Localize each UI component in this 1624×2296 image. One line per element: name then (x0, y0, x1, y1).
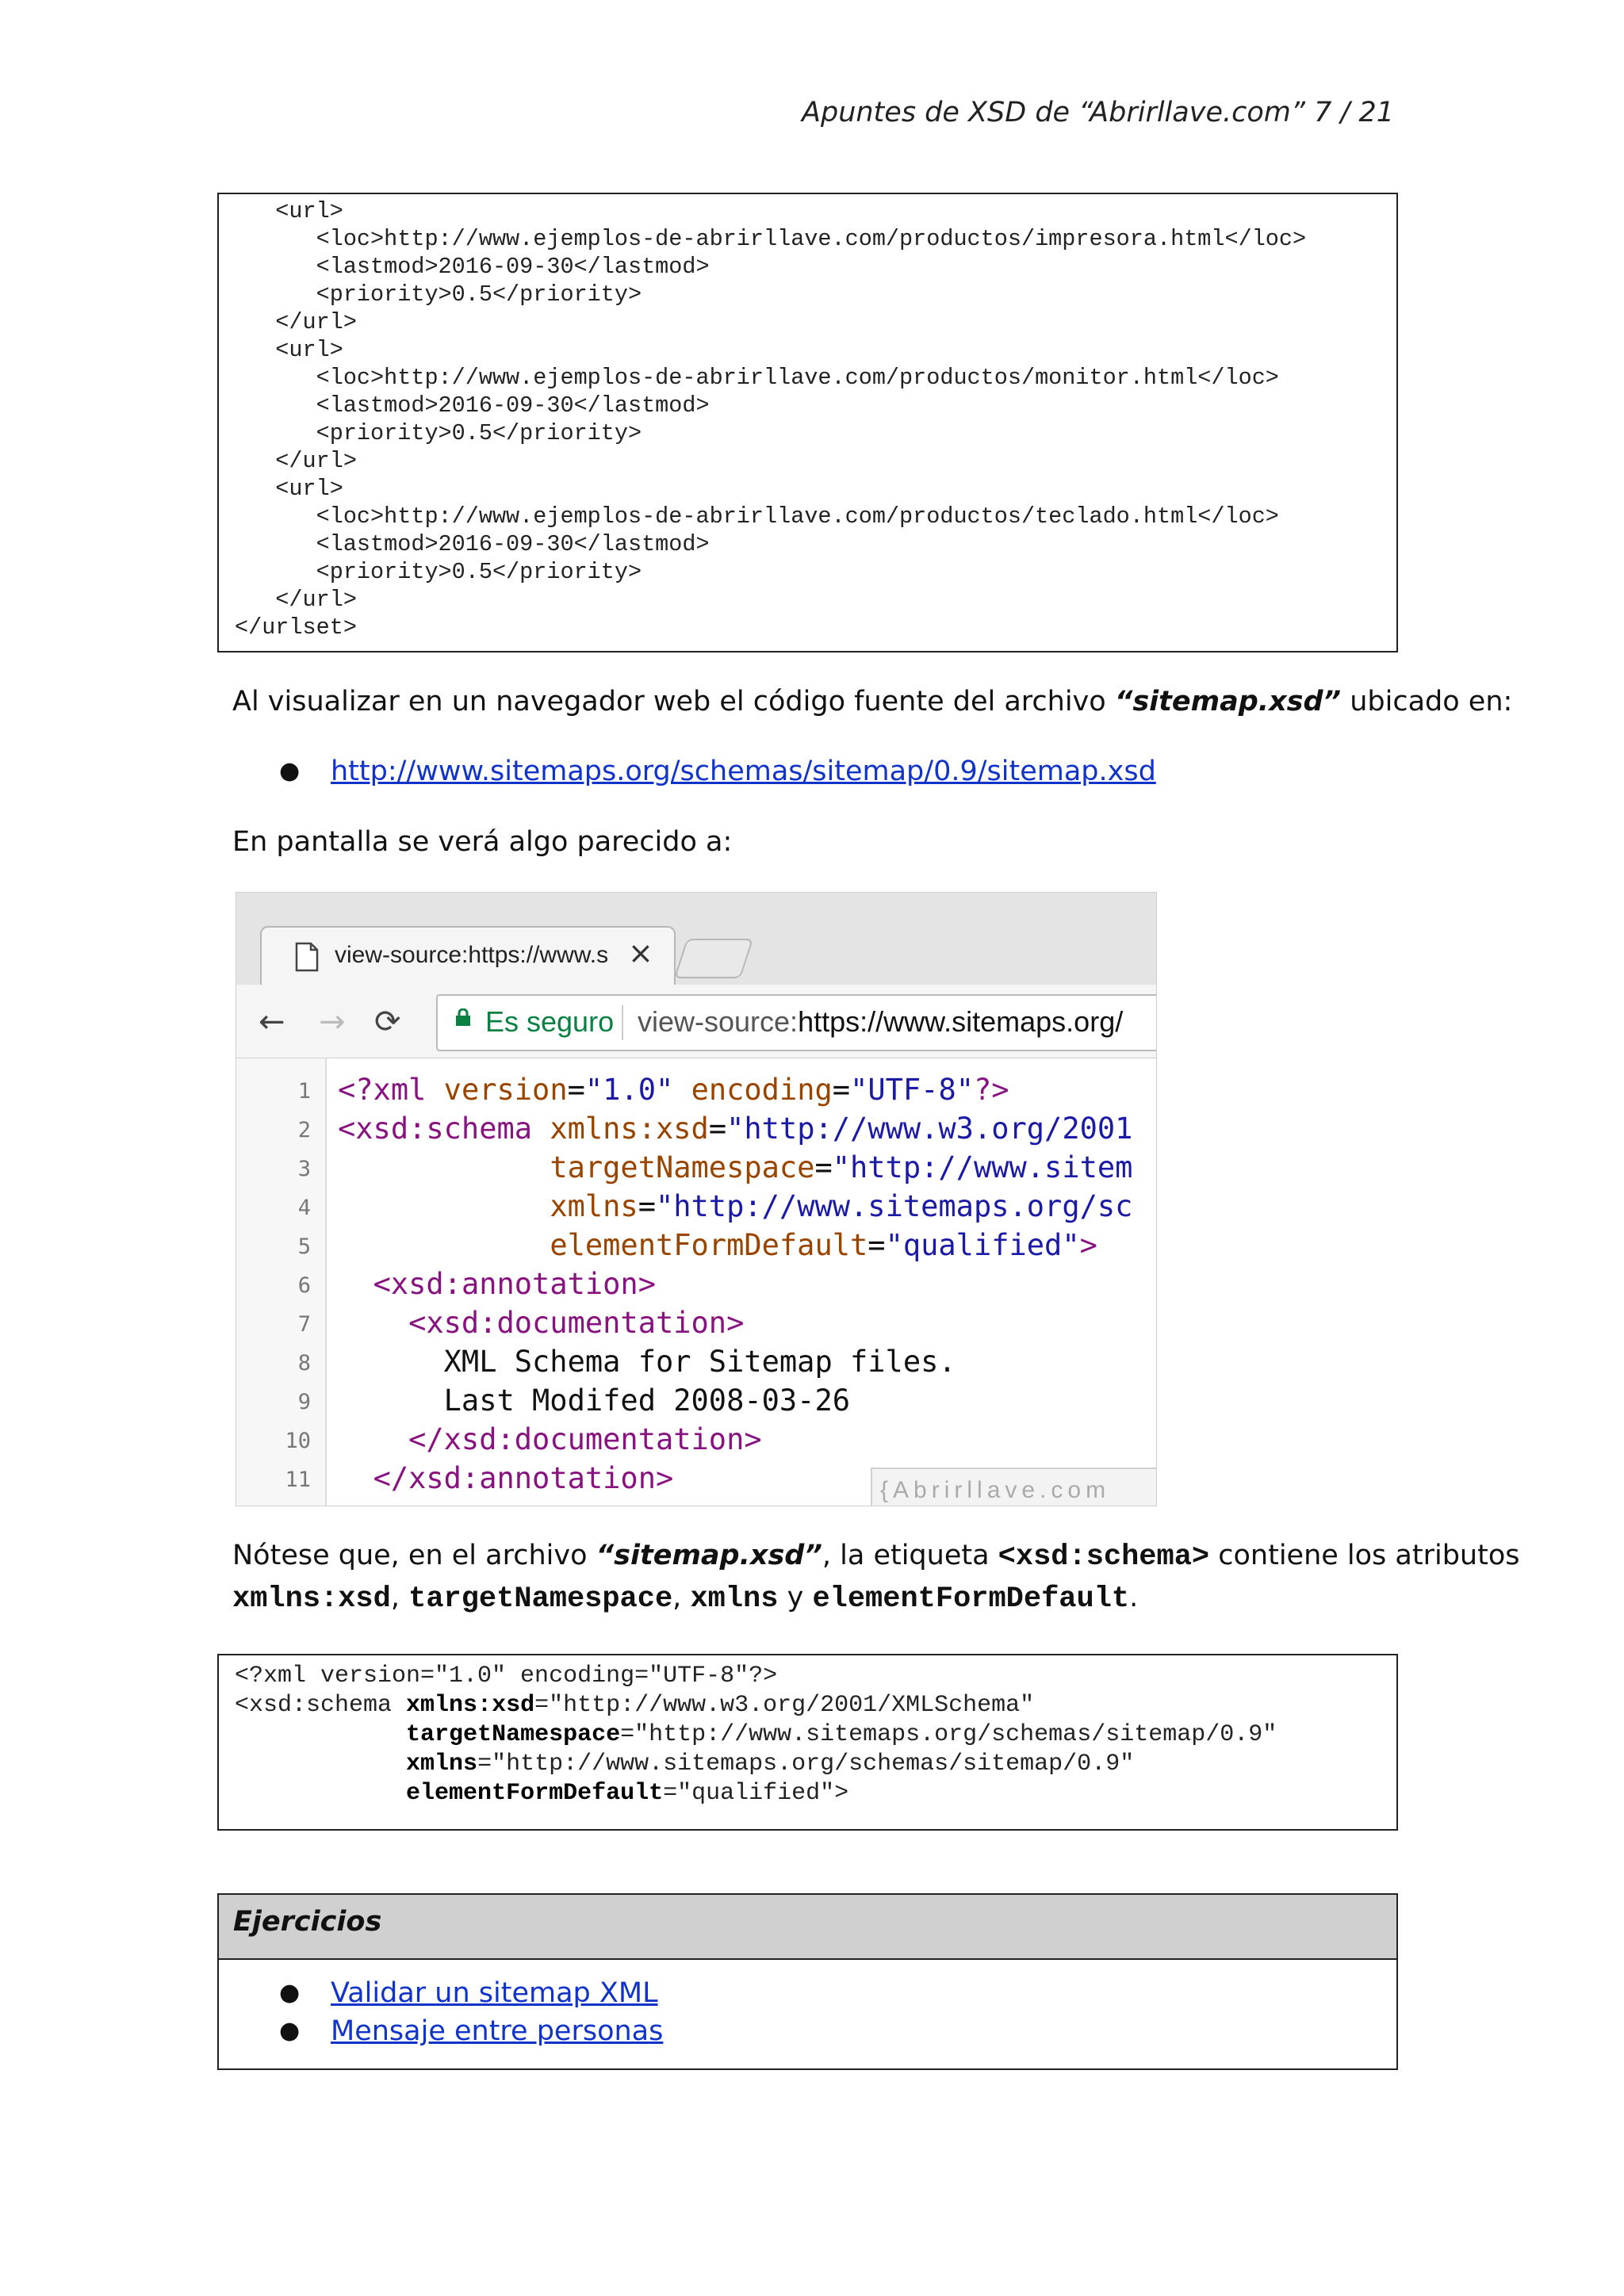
attr-name: targetNamespace (408, 1582, 673, 1616)
attr-name: xmlns (690, 1582, 779, 1616)
divider (622, 1005, 623, 1040)
paragraph-intro (232, 686, 1512, 718)
attr-name: elementFormDefault (812, 1582, 1130, 1616)
attr-name: xmlns (406, 1751, 478, 1777)
tag-name: <xsd:schema> (998, 1540, 1210, 1574)
code-block-text: <?xml version="1.0" encoding="UTF-8"?> <xsd:schema xmlns:xsd="http://www.w3.org/2001/XMLSchema" targetNamespace="http://www.sitemaps.org/schemas/sitemap/0.9" xmlns="http://www.sitemaps.org/schemas/sitemap/0.9" elementFormDefault="qualified"> (235, 1663, 1277, 1807)
line-number: 11 (285, 1468, 311, 1492)
url-prefix: view-source: (638, 1005, 799, 1038)
watermark-logo: {Abrirllave.com (871, 1468, 1157, 1506)
line-number: 3 (297, 1157, 311, 1181)
line-number: 5 (297, 1234, 311, 1259)
page-icon (295, 942, 319, 972)
file-name: “sitemap.xsd” (596, 1540, 822, 1571)
header-title: Apuntes de XSD de “Abrirllave.com” (802, 97, 1305, 128)
exercise-link[interactable]: Validar un sitemap XML (331, 1977, 658, 2009)
paragraph-screen: En pantalla se verá algo parecido a: (232, 826, 733, 858)
para-text: , (390, 1582, 409, 1613)
lock-icon (455, 1008, 471, 1026)
browser-tab[interactable] (260, 926, 676, 989)
attr-name: targetNamespace (406, 1721, 621, 1748)
sitemap-xsd-link[interactable]: http://www.sitemaps.org/schemas/sitemap/0.9/sitemap.xsd (331, 756, 1156, 787)
source-line: </xsd:documentation> (408, 1422, 762, 1456)
source-line: xmlns="http://www.sitemaps.org/sc (550, 1189, 1133, 1223)
code-block-schema (217, 1654, 1398, 1831)
page-number: 7 / 21 (1314, 97, 1394, 128)
attr-name: xmlns:xsd (232, 1582, 391, 1616)
page-header (802, 97, 1394, 128)
url-main: https://www.sitemaps.org/ (798, 1005, 1124, 1038)
para-text: , (672, 1582, 691, 1613)
bullet-icon: ● (279, 1979, 301, 2007)
browser-screenshot (236, 892, 1157, 1506)
line-number: 6 (297, 1273, 311, 1298)
address-bar[interactable] (436, 994, 1157, 1051)
source-line: <xsd:schema xmlns:xsd="http://www.w3.org/2001 (338, 1112, 1133, 1146)
para-text: Al visualizar en un navegador web el código fuente del archivo (232, 686, 1115, 718)
url-text (638, 1005, 1123, 1039)
bullet-icon: ● (279, 757, 301, 785)
source-line: <xsd:annotation> (373, 1267, 656, 1301)
tab-title: view-source:https://www.s (335, 942, 609, 968)
exercises-box (217, 1893, 1398, 2070)
reload-icon[interactable]: ⟳ (374, 1004, 401, 1040)
para-text: ubicado en: (1341, 686, 1513, 718)
para-text: . (1129, 1582, 1139, 1613)
code-block-text: <url> <loc>http://www.ejemplos-de-abrirllave.com/productos/impresora.html</loc> <lastmod>2016-09-30</lastmod> <priority>0.5</priority> </url> <url> <loc>http://www.ejemplos-de-abrirllave.com/productos/monitor.html</loc> <lastmod>2016-09-30</lastmod> <priority>0.5</priority> </url> <url> <loc>http://www.ejemplos-de-abrirllave.com/productos/teclado.html</loc> <lastmod>2016-09-30</lastmod> <priority>0.5</priority> </url> </urlset> (235, 198, 1307, 641)
source-line: <xsd:documentation> (408, 1306, 745, 1340)
source-line: </xsd:annotation> (373, 1461, 674, 1495)
source-view (236, 1058, 1156, 1506)
line-number: 7 (297, 1312, 311, 1337)
bullet-icon: ● (279, 2017, 301, 2045)
line-number: 4 (297, 1196, 311, 1220)
close-icon[interactable]: × (628, 936, 653, 970)
back-icon[interactable]: ← (259, 1004, 285, 1040)
line-number: 8 (297, 1351, 311, 1376)
source-line: targetNamespace="http://www.sitem (550, 1150, 1133, 1184)
forward-icon[interactable]: → (319, 1004, 346, 1040)
file-name: “sitemap.xsd” (1114, 686, 1342, 718)
line-number: 2 (297, 1118, 311, 1142)
line-number: 9 (297, 1390, 311, 1414)
exercises-title: Ejercicios (219, 1895, 1396, 1960)
browser-toolbar (236, 985, 1156, 1059)
source-line: XML Schema for Sitemap files. (338, 1345, 956, 1379)
source-line: <?xml version="1.0" encoding="UTF-8"?> (338, 1073, 1009, 1107)
paragraph-note (232, 1540, 1519, 1574)
line-number: 10 (285, 1429, 311, 1453)
secure-label: Es seguro (485, 1005, 615, 1038)
new-tab-button[interactable] (674, 939, 753, 978)
tab-bar (236, 893, 1156, 985)
exercise-link[interactable]: Mensaje entre personas (331, 2015, 664, 2047)
attr-name: elementFormDefault (406, 1780, 664, 1807)
code-block-urlset (217, 193, 1398, 652)
paragraph-note-attrs (232, 1582, 1138, 1616)
line-number: 1 (297, 1079, 311, 1104)
para-text: , la etiqueta (822, 1540, 998, 1571)
source-line: Last Modifed 2008-03-26 (338, 1383, 851, 1418)
attr-name: xmlns:xsd (406, 1692, 535, 1719)
para-text: contiene los atributos (1209, 1540, 1520, 1571)
source-line: elementFormDefault="qualified"> (550, 1228, 1097, 1262)
para-text: y (778, 1582, 813, 1613)
para-text: Nótese que, en el archivo (232, 1540, 596, 1571)
